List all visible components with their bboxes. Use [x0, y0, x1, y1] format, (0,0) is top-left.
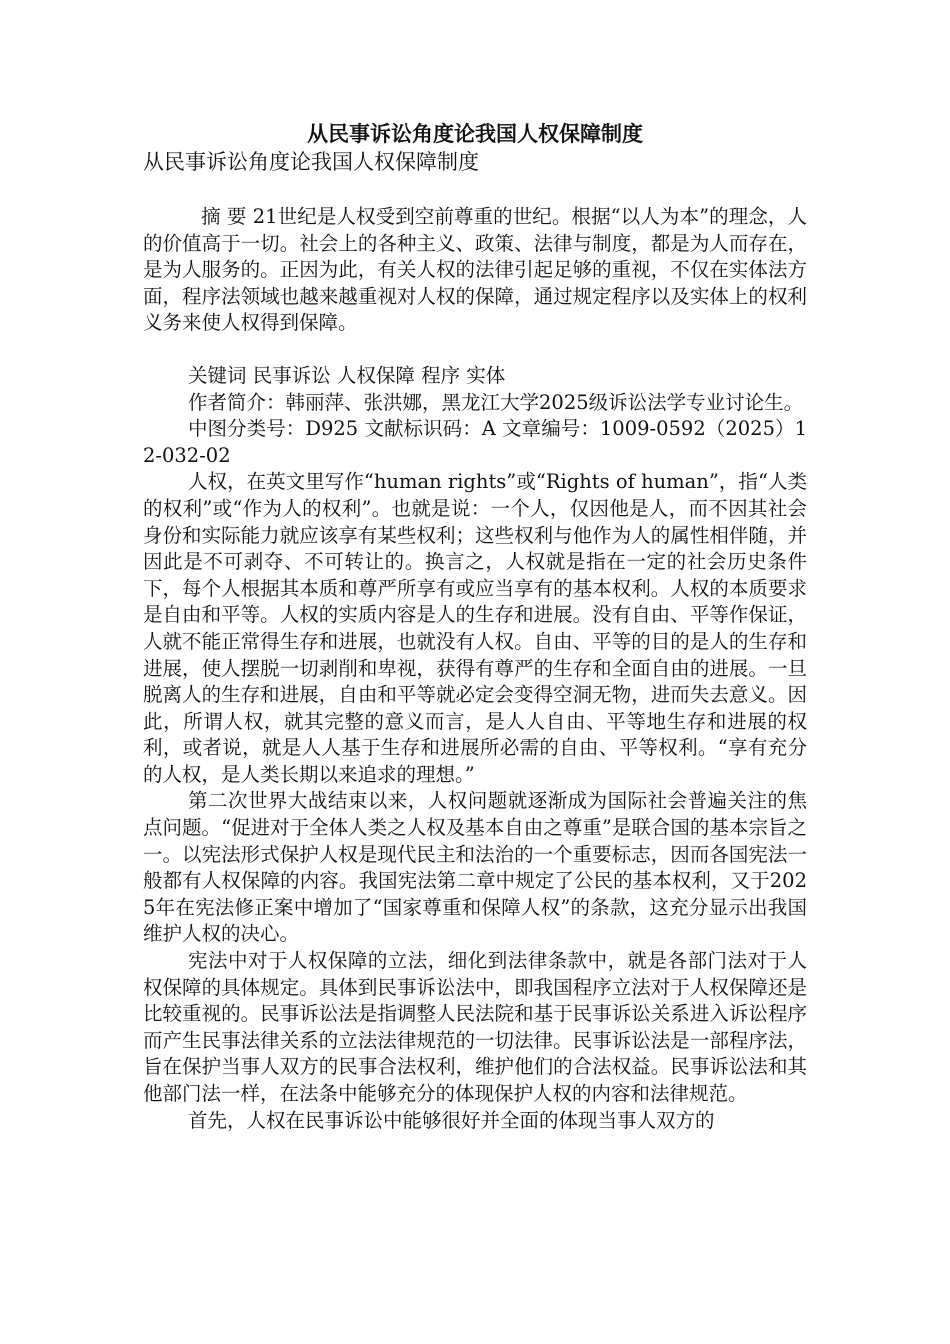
body-paragraph: 宪法中对于人权保障的立法，细化到法律条款中，就是各部门法对于人权保障的具体规定。具体到民事诉讼法中，即我国程序立法对于人权保障还是比较重视的。民事诉讼法是指调整人民法院和基于民事诉讼关系进入诉讼程序而产生民事法律关系的立法法律规范的一切法律。民事诉讼法是一部程序法，旨在保护当事人双方的民事合法权利，维护他们的合法权益。民事诉讼法和其他部门法一样，在法条中能够充分的体现保护人权的内容和法律规范。	[143, 949, 807, 1105]
body-paragraph: 人权，在英文里写作“human rights”或“Rights of human”，指“人类的权利”或“作为人的权利”。也就是说：一个人，仅因他是人，而不因其社会身份和实际能力就应该享有某些权利；这些权利与他作为人的属性相伴随，并因此是不可剥夺、不可转让的。换言之，人权就是指在一定的社会历史条件下，每个人根据其本质和尊严所享有或应当享有的基本权利。人权的本质要求是自由和平等。人权的实质内容是人的生存和进展。没有自由、平等作保证，人就不能正常得生存和进展，也就没有人权。自由、平等的目的是人的生存和进展，使人摆脱一切剥削和卑视，获得有尊严的生存和全面自由的进展。一旦脱离人的生存和进展，自由和平等就必定会变得空洞无物，进而失去意义。因此，所谓人权，就其完整的意义而言，是人人自由、平等地生存和进展的权利，或者说，就是人人基于生存和进展所必需的自由、平等权利。“享有充分的人权，是人类长期以来追求的理想。”	[143, 470, 807, 786]
body-paragraph: 第二次世界大战结束以来，人权问题就逐渐成为国际社会普遍关注的焦点问题。“促进对于全体人类之人权及基本自由之尊重”是联合国的基本宗旨之一。以宪法形式保护人权是现代民主和法治的一个重要标志，因而各国宪法一般都有人权保障的内容。我国宪法第二章中规定了公民的基本权利，又于2025年在宪法修正案中增加了“国家尊重和保障人权”的条款，这充分显示出我国维护人权的决心。	[143, 789, 807, 946]
keywords-line: 关键词 民事诉讼 人权保障 程序 实体	[188, 363, 506, 387]
document-page	[143, 120, 807, 1134]
document-title: 从民事诉讼角度论我国人权保障制度	[307, 121, 643, 146]
abstract-paragraph: 摘 要 21世纪是人权受到空前尊重的世纪。根据“以人为本”的理念，人的价值高于一切。社会上的各种主义、政策、法律与制度，都是为人而存在，是为人服务的。正因为此，有关人权的法律引起足够的重视，不仅在实体法方面，程序法领域也越来越重视对人权的保障，通过规定程序以及实体上的权利义务来使人权得到保障。	[143, 205, 807, 335]
author-note: 作者简介：韩丽萍、张洪娜，黑龙江大学2025级诉讼法学专业讨论生。	[188, 390, 804, 414]
document-subtitle: 从民事诉讼角度论我国人权保障制度	[143, 150, 479, 174]
classification-line: 中图分类号：D925 文献标识码：A 文章编号：1009-0592（2025）12-032-02	[143, 417, 807, 467]
body-paragraph: 首先，人权在民事诉讼中能够很好并全面的体现当事人双方的	[188, 1108, 715, 1132]
